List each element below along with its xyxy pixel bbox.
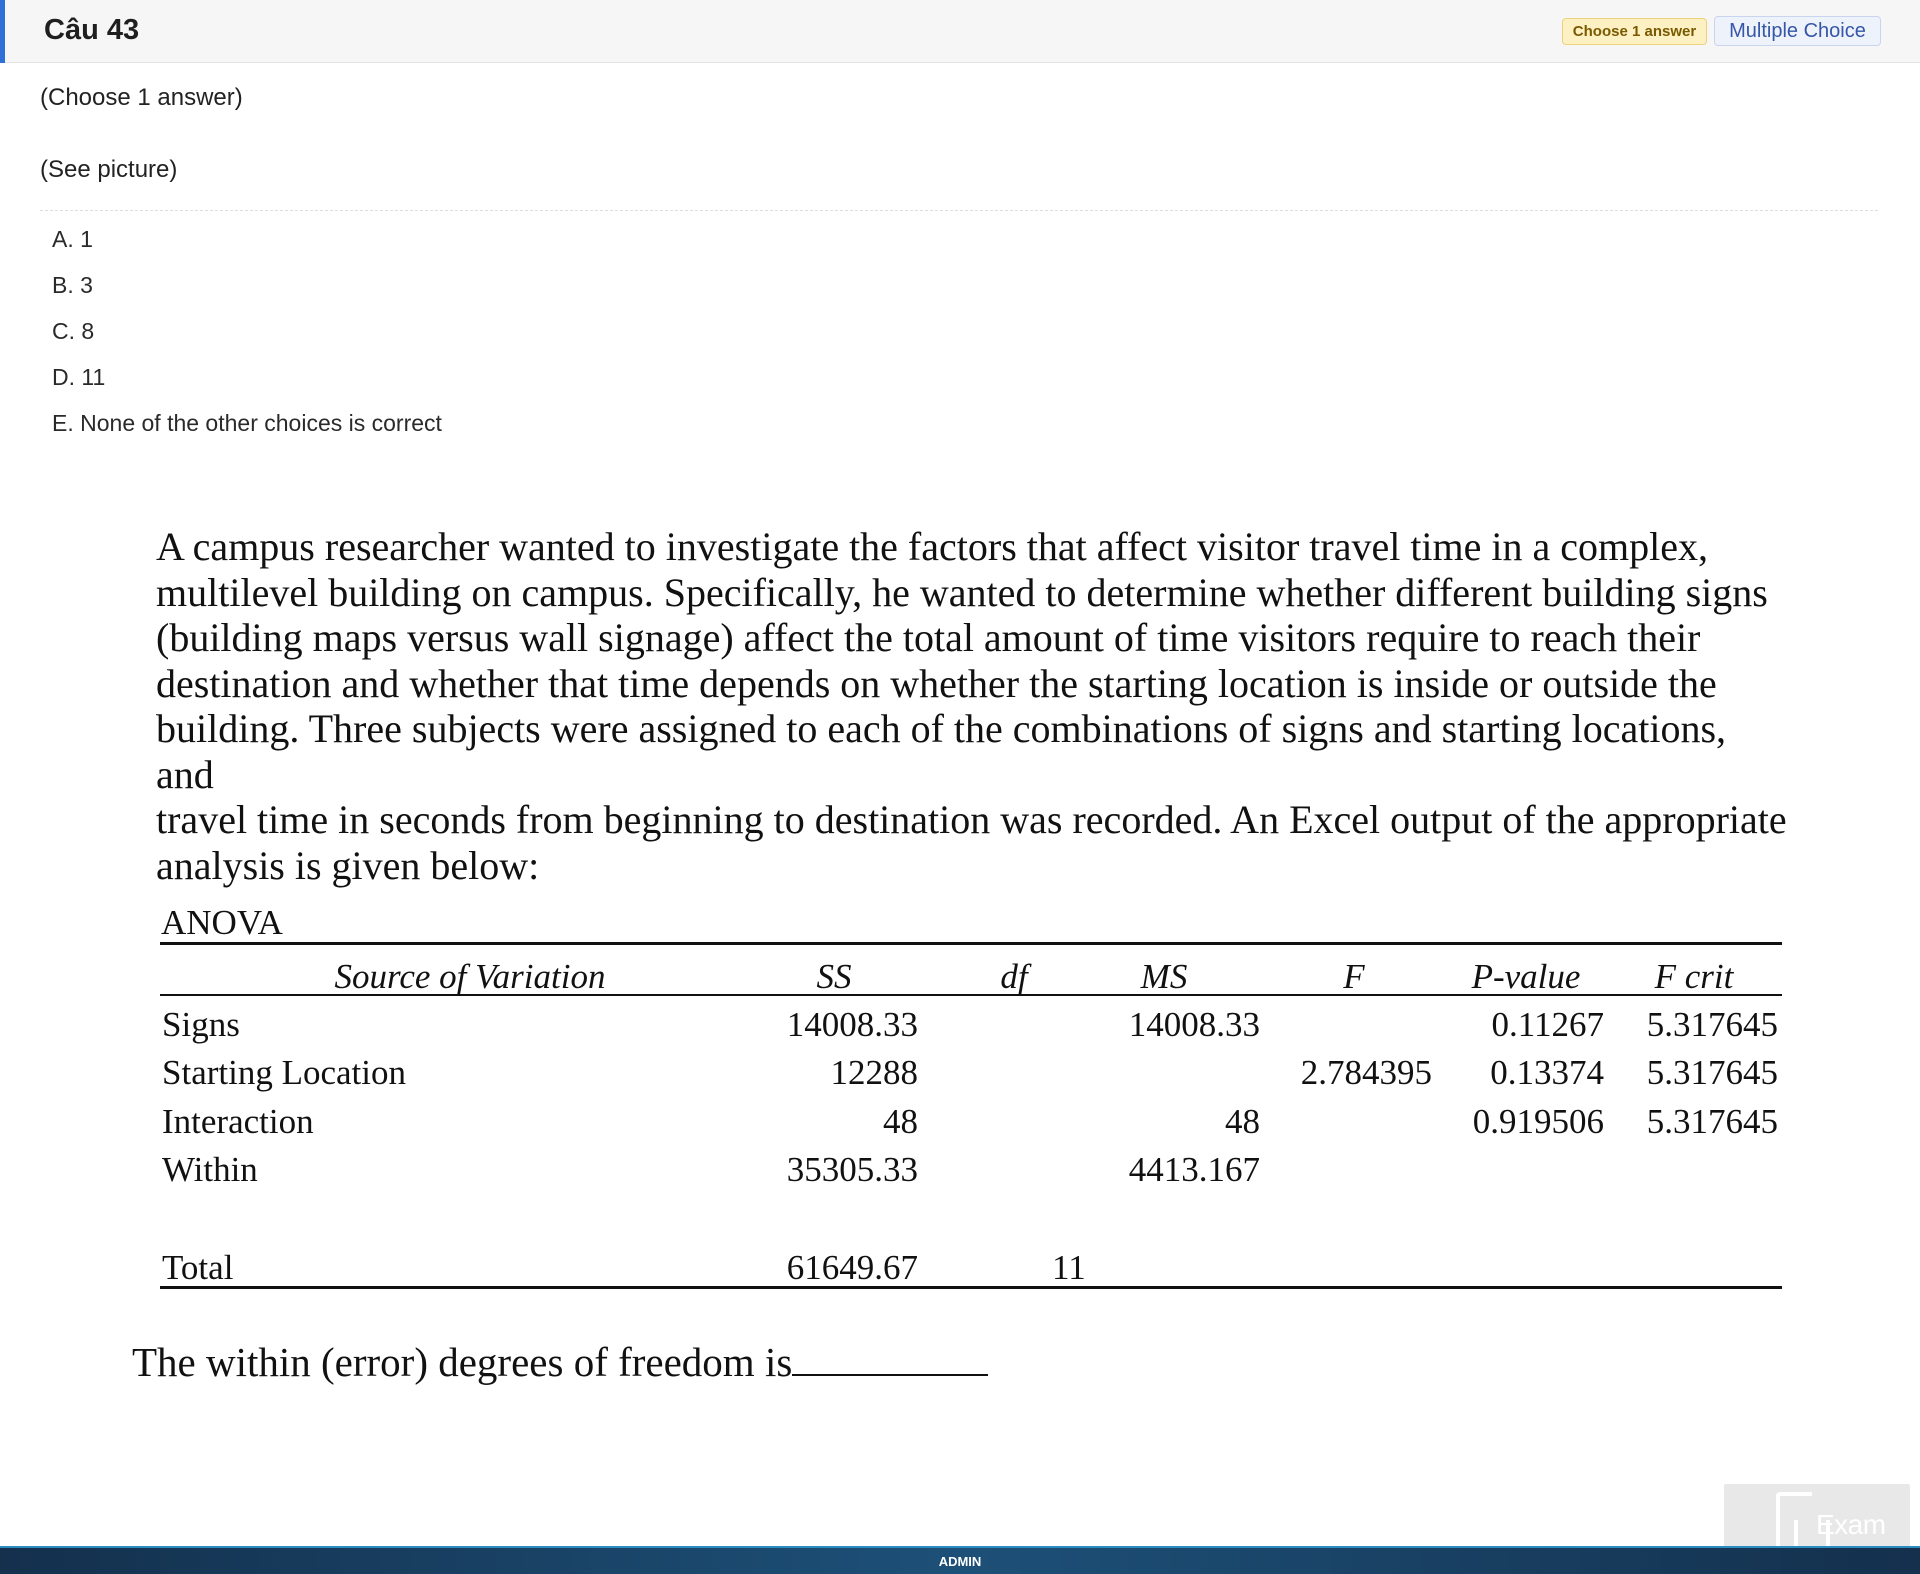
option-d[interactable]: D. 11 <box>52 364 106 390</box>
row-source: Signs <box>162 1005 240 1044</box>
total-ss: 61649.67 <box>786 1248 918 1287</box>
passage-text <box>156 524 1788 888</box>
question-type-badge: Multiple Choice <box>1714 16 1881 46</box>
header-ss: SS <box>816 957 852 996</box>
row-ms: 48 <box>1225 1102 1260 1141</box>
question-title: Câu 43 <box>44 14 140 46</box>
row-source: Interaction <box>162 1102 314 1141</box>
header-df: df <box>1000 957 1028 996</box>
row-f-crit: 5.317645 <box>1646 1102 1778 1141</box>
footer-label: ADMIN <box>938 1554 982 1569</box>
header-rule <box>160 994 1782 996</box>
option-b[interactable]: B. 3 <box>52 272 93 298</box>
row-p-value: 0.13374 <box>1490 1053 1604 1092</box>
answer-blank <box>792 1340 988 1376</box>
row-f-crit: 5.317645 <box>1646 1005 1778 1044</box>
question-instruction: (Choose 1 answer) <box>40 84 243 111</box>
question-picture <box>124 520 1804 1400</box>
option-a[interactable]: A. 1 <box>52 226 93 252</box>
question-header <box>0 0 1920 63</box>
header-f-crit: F crit <box>1654 957 1734 996</box>
anova-title: ANOVA <box>161 903 283 942</box>
row-source: Within <box>162 1150 258 1189</box>
answer-options <box>52 226 442 456</box>
header-f: F <box>1343 957 1365 996</box>
header-accent-bar <box>0 0 5 63</box>
row-f-crit: 5.317645 <box>1646 1053 1778 1092</box>
row-ss: 14008.33 <box>786 1005 918 1044</box>
row-ms: 4413.167 <box>1128 1150 1260 1189</box>
option-c[interactable]: C. 8 <box>52 318 95 344</box>
passage-line: analysis is given below: <box>156 842 540 888</box>
row-ss: 12288 <box>830 1053 918 1092</box>
passage-line: multilevel building on campus. Specifically, he wanted to determine whether different building signs <box>156 569 1768 615</box>
footer-bar <box>0 1546 1920 1574</box>
row-ss: 48 <box>883 1102 918 1141</box>
row-f: 2.784395 <box>1300 1053 1432 1092</box>
total-label: Total <box>162 1248 234 1287</box>
row-ss: 35305.33 <box>786 1150 918 1189</box>
header-source: Source of Variation <box>334 957 606 996</box>
row-ms: 14008.33 <box>1128 1005 1260 1044</box>
total-df: 11 <box>1052 1248 1086 1287</box>
passage-line: building. Three subjects were assigned to each of the combinations of signs and starting locations, and <box>156 706 1727 797</box>
divider <box>40 210 1878 211</box>
passage-line: A campus researcher wanted to investigate the factors that affect visitor travel time in a complex, <box>156 524 1709 569</box>
passage-line: travel time in seconds from beginning to destination was recorded. An Excel output of the appropriate <box>156 797 1787 842</box>
question-line-text: The within (error) degrees of freedom is <box>132 1339 793 1385</box>
choose-count-badge: Choose 1 answer <box>1562 18 1707 45</box>
row-source: Starting Location <box>162 1053 406 1092</box>
row-p-value: 0.11267 <box>1491 1005 1604 1044</box>
passage-line: (building maps versus wall signage) affect the total amount of time visitors require to reach their <box>156 615 1701 660</box>
passage-line: destination and whether that time depends on whether the starting location is inside or outside the <box>156 660 1717 706</box>
row-p-value: 0.919506 <box>1472 1102 1604 1141</box>
option-e[interactable]: E. None of the other choices is correct <box>52 410 442 436</box>
logo-text: Exam <box>1816 1509 1886 1540</box>
question-prompt: (See picture) <box>40 156 178 183</box>
header-ms: MS <box>1140 957 1188 996</box>
table-bottom-rule <box>160 1286 1782 1289</box>
header-p-value: P-value <box>1471 957 1581 996</box>
table-top-rule <box>160 942 1782 945</box>
question-line <box>132 1338 988 1386</box>
